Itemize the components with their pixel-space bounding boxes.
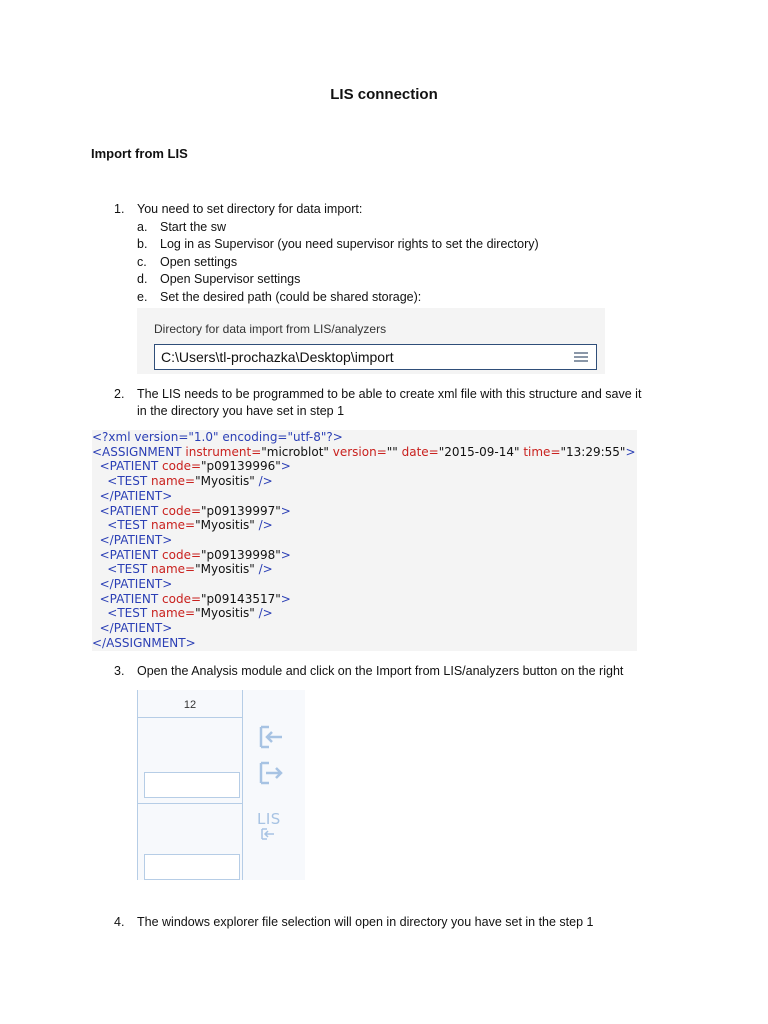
xml-line bbox=[92, 518, 637, 533]
hamburger-menu-icon[interactable] bbox=[574, 352, 588, 362]
step-2-number: 2. bbox=[114, 387, 125, 401]
slot-box bbox=[144, 772, 240, 798]
xml-token: <TEST bbox=[92, 562, 151, 577]
xml-token: "1.0" bbox=[188, 430, 219, 444]
xml-token: /> bbox=[254, 518, 273, 533]
xml-token: name= bbox=[151, 562, 196, 577]
xml-token: encoding= bbox=[218, 430, 288, 444]
substep-a-letter: a. bbox=[137, 220, 148, 234]
xml-line bbox=[92, 459, 637, 474]
xml-token: /> bbox=[254, 562, 273, 577]
xml-token: <TEST bbox=[92, 606, 151, 621]
step-2-text-line-1: The LIS needs to be programmed to be able to create xml file with this structure and save it bbox=[137, 387, 642, 401]
slot-box bbox=[144, 854, 240, 880]
xml-token: <PATIENT bbox=[92, 547, 163, 562]
import-arrow-icon[interactable] bbox=[257, 724, 285, 750]
xml-token: <TEST bbox=[92, 518, 151, 533]
xml-line bbox=[92, 636, 637, 651]
step-4-text: The windows explorer file selection will open in directory you have set in the step 1 bbox=[137, 915, 594, 929]
xml-token: "13:29:55" bbox=[560, 444, 626, 459]
substep-d-text: Open Supervisor settings bbox=[160, 272, 301, 286]
settings-directory-screenshot bbox=[137, 308, 605, 374]
xml-token: <?xml bbox=[92, 430, 135, 444]
xml-token: </PATIENT> bbox=[92, 532, 173, 547]
xml-token: time= bbox=[519, 444, 561, 459]
xml-token: </PATIENT> bbox=[92, 621, 173, 636]
xml-line bbox=[92, 548, 637, 563]
step-4-number: 4. bbox=[114, 915, 125, 929]
xml-token: "p09139998" bbox=[201, 547, 281, 562]
xml-token: date= bbox=[397, 444, 439, 459]
xml-line bbox=[92, 445, 637, 460]
xml-token: code= bbox=[162, 547, 202, 562]
page-title: LIS connection bbox=[330, 86, 438, 103]
xml-token: <PATIENT bbox=[92, 503, 163, 518]
xml-line bbox=[92, 606, 637, 621]
step-2-text-line-2: in the directory you have set in step 1 bbox=[137, 404, 345, 418]
step-1-text: You need to set directory for data import: bbox=[137, 202, 363, 216]
xml-token: </ASSIGNMENT> bbox=[92, 635, 196, 650]
export-arrow-icon[interactable] bbox=[257, 760, 285, 786]
step-1-number: 1. bbox=[114, 202, 125, 216]
lis-import-button-label[interactable]: LIS bbox=[257, 810, 281, 828]
column-body bbox=[137, 718, 243, 880]
xml-token: "" bbox=[386, 444, 398, 459]
xml-token: /> bbox=[254, 474, 273, 489]
substep-c-letter: c. bbox=[137, 255, 147, 269]
xml-token: <ASSIGNMENT bbox=[92, 444, 186, 459]
substep-e-letter: e. bbox=[137, 290, 148, 304]
xml-token: "Myositis" bbox=[195, 518, 255, 533]
section-heading: Import from LIS bbox=[91, 146, 188, 161]
lis-import-icon[interactable] bbox=[260, 828, 276, 840]
xml-token: ?> bbox=[326, 430, 343, 444]
xml-token: version= bbox=[328, 444, 387, 459]
xml-token: /> bbox=[254, 606, 273, 621]
xml-token: > bbox=[280, 591, 291, 606]
directory-path-input[interactable] bbox=[154, 344, 597, 370]
xml-token: > bbox=[280, 503, 291, 518]
directory-path-value: C:\Users\tl-prochazka\Desktop\import bbox=[161, 349, 394, 365]
xml-token: "microblot" bbox=[261, 444, 329, 459]
substep-b-text: Log in as Supervisor (you need supervisor rights to set the directory) bbox=[160, 237, 539, 251]
xml-line bbox=[92, 489, 637, 504]
step-3-number: 3. bbox=[114, 664, 125, 678]
xml-token: "p09139996" bbox=[201, 459, 281, 474]
xml-token: code= bbox=[162, 591, 202, 606]
xml-token: "utf-8" bbox=[287, 430, 327, 444]
xml-token: "Myositis" bbox=[195, 474, 255, 489]
xml-token: instrument= bbox=[185, 444, 262, 459]
xml-token: <TEST bbox=[92, 474, 151, 489]
xml-line bbox=[92, 504, 637, 519]
xml-line bbox=[92, 474, 637, 489]
xml-token: "p09143517" bbox=[201, 591, 281, 606]
xml-token: code= bbox=[162, 459, 202, 474]
xml-token: </PATIENT> bbox=[92, 577, 173, 592]
substep-b-letter: b. bbox=[137, 237, 148, 251]
xml-token: version= bbox=[134, 430, 189, 444]
substep-c-text: Open settings bbox=[160, 255, 238, 269]
substep-a-text: Start the sw bbox=[160, 220, 226, 234]
xml-token: <PATIENT bbox=[92, 591, 163, 606]
xml-token: </PATIENT> bbox=[92, 488, 173, 503]
xml-token: "Myositis" bbox=[195, 606, 255, 621]
xml-token: > bbox=[625, 444, 636, 459]
step-3-text: Open the Analysis module and click on the Import from LIS/analyzers button on the right bbox=[137, 664, 624, 678]
xml-token: code= bbox=[162, 503, 202, 518]
xml-token: > bbox=[280, 547, 291, 562]
xml-token: "2015-09-14" bbox=[438, 444, 520, 459]
xml-line bbox=[92, 577, 637, 592]
xml-token: <PATIENT bbox=[92, 459, 163, 474]
substep-e-text: Set the desired path (could be shared storage): bbox=[160, 290, 422, 304]
analysis-module-screenshot bbox=[137, 690, 305, 880]
xml-line bbox=[92, 592, 637, 607]
xml-line bbox=[92, 562, 637, 577]
xml-token: name= bbox=[151, 606, 196, 621]
xml-token: name= bbox=[151, 518, 196, 533]
substep-d-letter: d. bbox=[137, 272, 148, 286]
directory-field-label: Directory for data import from LIS/analyzers bbox=[154, 322, 387, 336]
column-number: 12 bbox=[183, 699, 197, 711]
row-divider bbox=[138, 803, 242, 804]
xml-line bbox=[92, 621, 637, 636]
xml-token: > bbox=[280, 459, 291, 474]
xml-token: "Myositis" bbox=[195, 562, 255, 577]
xml-token: "p09139997" bbox=[201, 503, 281, 518]
xml-line bbox=[92, 533, 637, 548]
xml-token: name= bbox=[151, 474, 196, 489]
xml-code-sample bbox=[92, 430, 637, 651]
xml-line bbox=[92, 430, 637, 445]
